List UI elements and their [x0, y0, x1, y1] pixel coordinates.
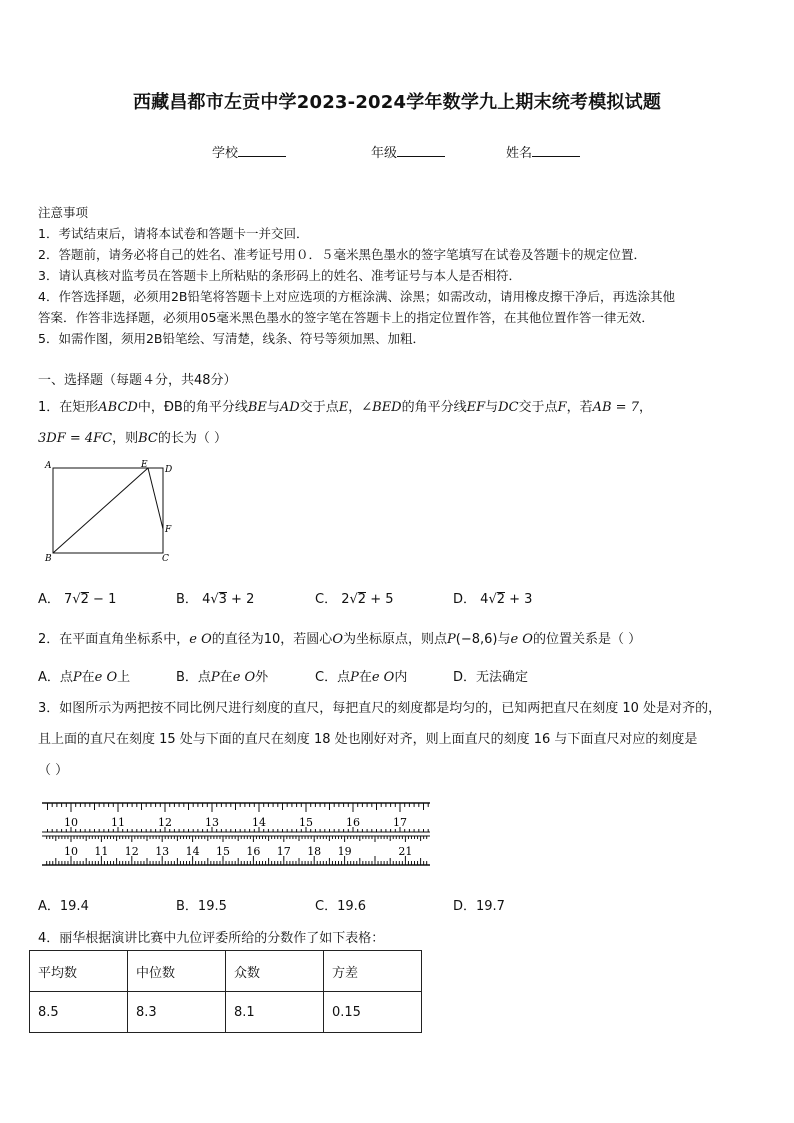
table-cell: 8.3 — [128, 992, 226, 1033]
label-b: B — [45, 554, 52, 564]
bottom-ruler-label: 18 — [307, 845, 322, 858]
segment-ef — [148, 468, 163, 529]
school-field[interactable]: 学校 — [212, 142, 286, 161]
table-header-cell: 中位数 — [128, 951, 226, 992]
q1-option-d[interactable]: D． 4√2 + 3 — [453, 592, 533, 607]
notice-block — [38, 202, 768, 349]
top-ruler-label: 17 — [393, 816, 407, 829]
q3-option-b[interactable]: B．19.5 — [176, 899, 227, 914]
q1-option-b[interactable]: B． 4√3 + 2 — [176, 592, 255, 607]
question-3-line-3: （ ） — [38, 763, 69, 778]
notice-item: 2．答题前，请务必将自己的姓名、准考证号用０．５毫米黑色墨水的签字笔填写在试卷及答题卡的规定位置． — [38, 247, 646, 262]
q2-option-b[interactable]: B．点P在e O外 — [176, 670, 269, 685]
question-3-line-1: 3．如图所示为两把按不同比例尺进行刻度的直尺，每把直尺的刻度都是均匀的，已知两把直尺在刻度 10 处是对齐的， — [38, 701, 722, 716]
bottom-ruler-label: 21 — [398, 845, 413, 858]
bottom-ruler-label: 17 — [276, 845, 291, 858]
label-d: D — [165, 465, 173, 475]
notice-item: 5．如需作图，须用2B铅笔绘、写清楚，线条、符号等须加黑、加粗． — [38, 331, 425, 346]
question-3-line-2: 且上面的直尺在刻度 15 处与下面的直尺在刻度 18 处也刚好对齐，则上面直尺的刻度 16 与下面直尺对应的刻度是 — [38, 732, 698, 747]
name-field[interactable]: 姓名 — [506, 142, 580, 161]
table-cell: 0.15 — [324, 992, 422, 1033]
table-row — [30, 992, 422, 1033]
top-ruler — [42, 803, 430, 832]
bottom-ruler-label: 16 — [246, 845, 261, 858]
q3-option-d[interactable]: D．19.7 — [453, 899, 505, 914]
table-header-cell: 众数 — [226, 951, 324, 992]
notice-item: 1．考试结束后，请将本试卷和答题卡一并交回． — [38, 226, 309, 241]
rectangle-figure — [40, 458, 180, 568]
label-e: E — [141, 460, 148, 470]
top-ruler-label: 14 — [252, 816, 266, 829]
bottom-ruler-label: 12 — [124, 845, 139, 858]
bottom-ruler-label: 15 — [216, 845, 230, 858]
table-header-row — [30, 951, 422, 992]
q1-option-c[interactable]: C． 2√2 + 5 — [315, 592, 394, 607]
question-1-line-1: 1．在矩形ABCD中，ÐB的角平分线BE与AD交于点E，∠BED的角平分线EF与DC交于点F，若AB = 7， — [38, 400, 652, 415]
notice-item: 答案．作答非选择题，必须用05毫米黑色墨水的签字笔在答题卡上的指定位置作答，在其他位置作答一律无效． — [38, 310, 654, 325]
bottom-ruler — [42, 836, 430, 865]
top-ruler-label: 16 — [346, 816, 360, 829]
top-ruler-label: 10 — [64, 816, 78, 829]
ruler-figure — [40, 795, 435, 873]
statistics-table — [29, 950, 422, 1033]
label-c: C — [162, 554, 169, 564]
q3-option-a[interactable]: A．19.4 — [38, 899, 89, 914]
question-1-line-2: 3DF = 4FC，则BC的长为（ ） — [38, 431, 228, 446]
top-ruler-label: 15 — [299, 816, 313, 829]
segment-be — [53, 468, 148, 553]
rectangle-abcd — [53, 468, 163, 553]
notice-item: 4．作答选择题，必须用2B铅笔将答题卡上对应选项的方框涂满、涂黑；如需改动，请用橡皮擦干净后，再选涂其他 — [38, 289, 675, 304]
bottom-ruler-label: 19 — [337, 845, 352, 858]
top-ruler-label: 13 — [205, 816, 219, 829]
label-a: A — [45, 461, 52, 471]
grade-field[interactable]: 年级 — [371, 142, 445, 161]
bottom-ruler-label: 13 — [155, 845, 170, 858]
bottom-ruler-label: 10 — [64, 845, 78, 858]
section-heading: 一、选择题（每题４分，共48分） — [38, 373, 237, 388]
q2-option-a[interactable]: A．点P在e O上 — [38, 670, 131, 685]
table-header-cell: 方差 — [324, 951, 422, 992]
q1-option-a[interactable]: A． 7√2 − 1 — [38, 592, 117, 607]
top-ruler-label: 11 — [111, 816, 125, 829]
q3-option-c[interactable]: C．19.6 — [315, 899, 367, 914]
label-f: F — [165, 525, 172, 535]
table-header-cell: 平均数 — [30, 951, 128, 992]
bottom-ruler-label: 14 — [185, 845, 200, 858]
top-ruler-label: 12 — [158, 816, 172, 829]
question-2-text: 2．在平面直角坐标系中，e O的直径为10，若圆心O为坐标原点，则点P(−8,6)与e O的位置关系是（ ） — [38, 632, 642, 647]
q2-option-c[interactable]: C．点P在e O内 — [315, 670, 408, 685]
notice-heading: 注意事项 — [38, 205, 89, 220]
q2-option-d[interactable]: D．无法确定 — [453, 670, 529, 685]
question-4-text: 4．丽华根据演讲比赛中九位评委所给的分数作了如下表格： — [38, 931, 385, 946]
page-title: 西藏昌都市左贡中学2023-2024学年数学九上期末统考模拟试题 — [132, 92, 662, 113]
table-cell: 8.1 — [226, 992, 324, 1033]
bottom-ruler-label: 11 — [94, 845, 109, 858]
notice-item: 3．请认真核对监考员在答题卡上所粘贴的条形码上的姓名、准考证号与本人是否相符． — [38, 268, 521, 283]
table-cell: 8.5 — [30, 992, 128, 1033]
